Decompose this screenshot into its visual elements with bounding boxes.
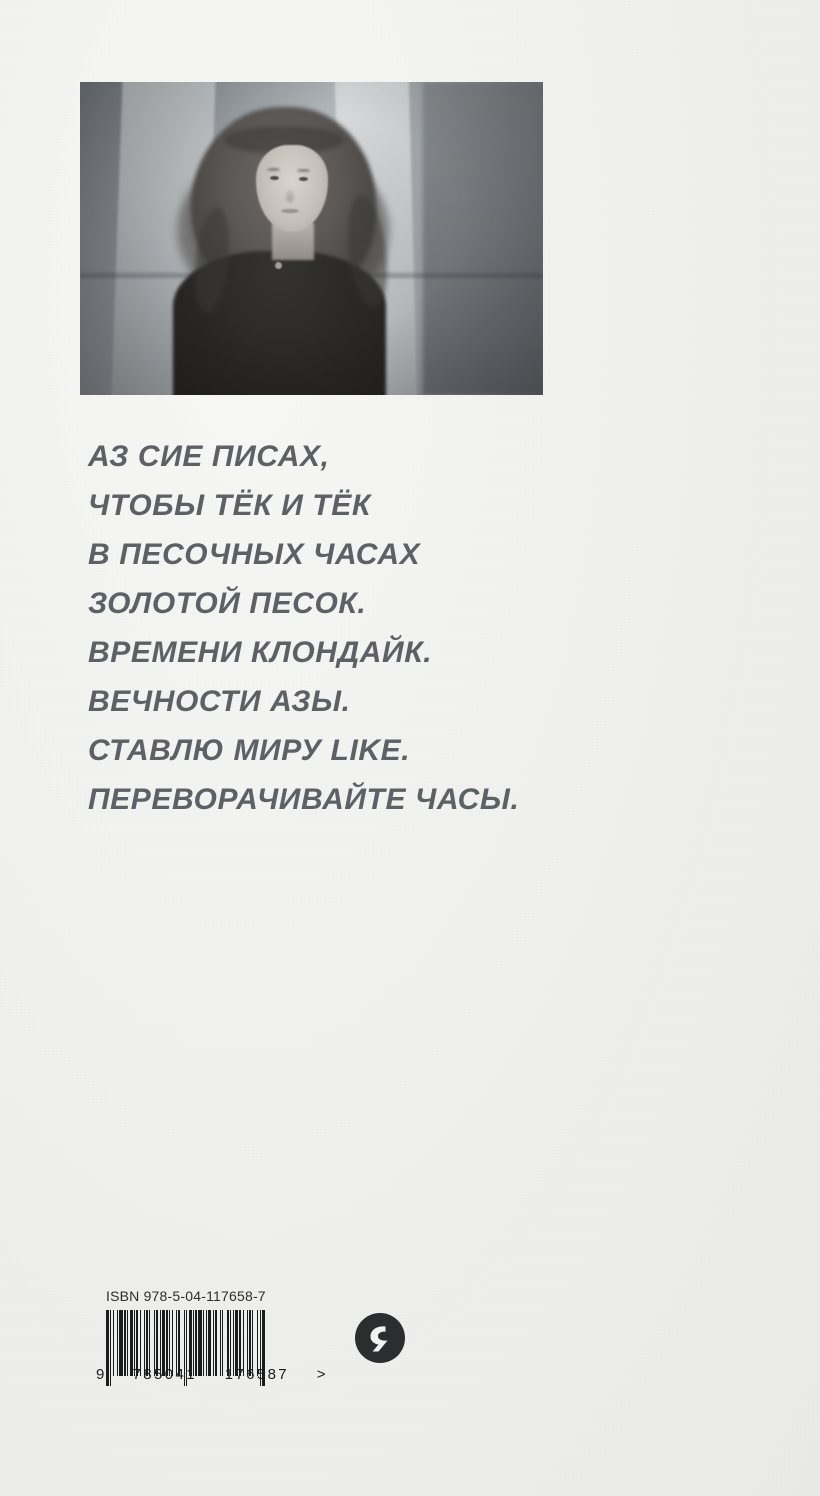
poem-line: АЗ СИЕ ПИСАХ, — [88, 440, 330, 473]
poem-line: ВРЕМЕНИ КЛОНДАЙК. — [88, 636, 433, 669]
poem-line: СТАВЛЮ МИРУ LIKE. — [88, 734, 411, 767]
poem-line: В ПЕСОЧНЫХ ЧАСАХ — [88, 538, 421, 571]
isbn-block — [96, 1288, 326, 1386]
poem-line: ЧТОБЫ ТЁК И ТЁК — [88, 489, 371, 522]
poem-line: ВЕЧНОСТИ АЗЫ. — [88, 685, 351, 718]
poem-block — [88, 432, 728, 824]
poem-line: ЗОЛОТОЙ ПЕСОК. — [88, 587, 367, 620]
isbn-label: ISBN 978-5-04-117658-7 — [106, 1288, 266, 1304]
photo-vignette — [80, 82, 543, 395]
author-photo-image — [80, 82, 543, 395]
barcode-digit-left: 9 — [96, 1366, 105, 1383]
poem-line: ПЕРЕВОРАЧИВАЙТЕ ЧАСЫ. — [88, 783, 520, 816]
barcode-digit-suffix: > — [316, 1366, 326, 1383]
barcode-digits-middle: 785041 — [132, 1366, 197, 1383]
author-photo — [80, 82, 543, 395]
barcode-digits — [94, 1366, 326, 1383]
barcode-digits-right: 176587 — [224, 1366, 290, 1383]
eksmo-logo-icon — [352, 1310, 408, 1366]
